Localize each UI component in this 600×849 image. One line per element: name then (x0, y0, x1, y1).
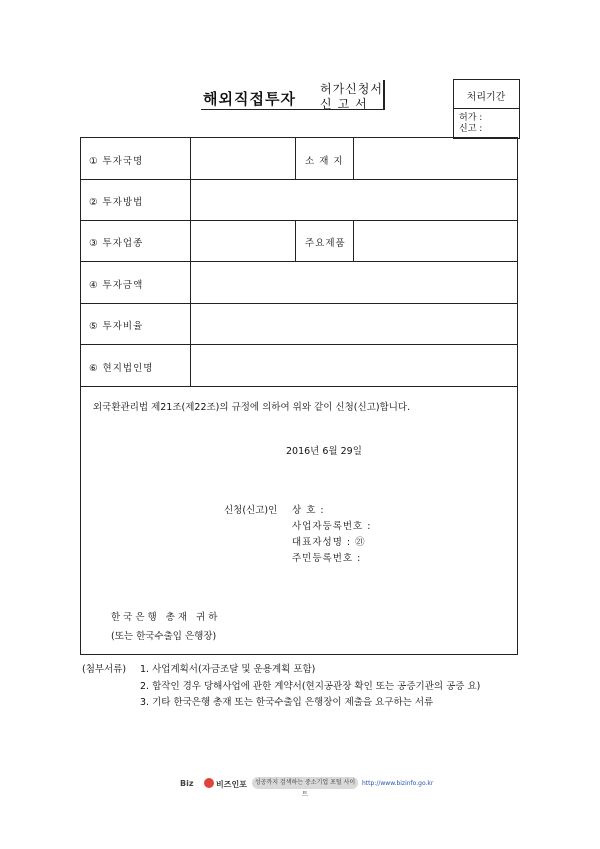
form-title: 해외직접투자 (203, 90, 296, 108)
footer-brand: 비즈인포 (216, 780, 247, 789)
column-divider (353, 220, 354, 261)
field-company-name: 상 호 : (292, 505, 325, 516)
field-business-reg-number: 사업자등록번호 : (292, 521, 372, 532)
addressee-primary: 한국은행 총재 귀하 (111, 612, 221, 623)
attachment-item: 3. 기타 한국은행 총재 또는 한국수출입 은행장이 제출을 요구하는 서류 (140, 697, 434, 708)
form-subtitle-permit: 허가신청서 (320, 82, 383, 96)
label-investment-amount: ④ 투자금액 (89, 280, 144, 291)
processing-period-title: 처리기간 (466, 92, 506, 103)
column-divider (295, 220, 296, 261)
footer-url-link[interactable]: http://www.bizinfo.go.kr (362, 780, 434, 787)
field-resident-reg-number: 주민등록번호 : (292, 553, 362, 564)
row-divider (81, 386, 518, 387)
label-column-divider (190, 138, 191, 386)
declaration-date: 2016년 6월 29일 (286, 446, 362, 457)
label-local-corporation-name: ⑥ 현지법인명 (89, 363, 154, 374)
row-divider (81, 220, 518, 221)
column-divider (353, 138, 354, 179)
row-divider (81, 344, 518, 345)
field-representative-name: 대표자성명 : ㉑ (292, 537, 366, 548)
processing-permit-line: 허가 : (459, 113, 483, 123)
attachment-item: 2. 합작인 경우 당해사업에 관한 계약서(현지공관장 확인 또는 공증기관의 공증 요) (140, 681, 481, 692)
form-table (80, 137, 518, 655)
label-investment-industry: ③ 투자업종 (89, 238, 144, 249)
attachment-item: 1. 사업계획서(자금조달 및 운용계획 포함) (140, 664, 316, 675)
label-investment-country: ① 투자국명 (89, 156, 144, 167)
label-investment-method: ② 투자방법 (89, 197, 144, 208)
declaration-statement: 외국환관리법 제21조(제22조)의 규정에 의하여 위와 같이 신청(신고)합니다. (93, 402, 411, 413)
row-divider (81, 179, 518, 180)
column-divider (295, 138, 296, 179)
row-divider (81, 303, 518, 304)
label-location: 소 재 지 (305, 156, 344, 167)
title-underline (201, 109, 383, 110)
attachments-label: (첨부서류) (82, 664, 127, 675)
processing-divider (453, 108, 519, 109)
footer-slogan: 성공까지 검색하는 중소기업 포털 사이트 (252, 777, 358, 789)
form-subtitle-report: 신고서 (320, 97, 373, 111)
addressee-secondary: (또는 한국수출입 은행장) (111, 631, 217, 642)
title-bracket-line (383, 80, 385, 110)
label-main-products: 주요제품 (305, 238, 346, 249)
processing-report-line: 신고 : (459, 124, 483, 134)
footer-logo-text: Biz (180, 779, 194, 788)
footer-logo-icon (204, 778, 214, 788)
row-divider (81, 261, 518, 262)
label-investment-ratio: ⑤ 투자비율 (89, 321, 144, 332)
applicant-label: 신청(신고)인 (224, 505, 278, 516)
